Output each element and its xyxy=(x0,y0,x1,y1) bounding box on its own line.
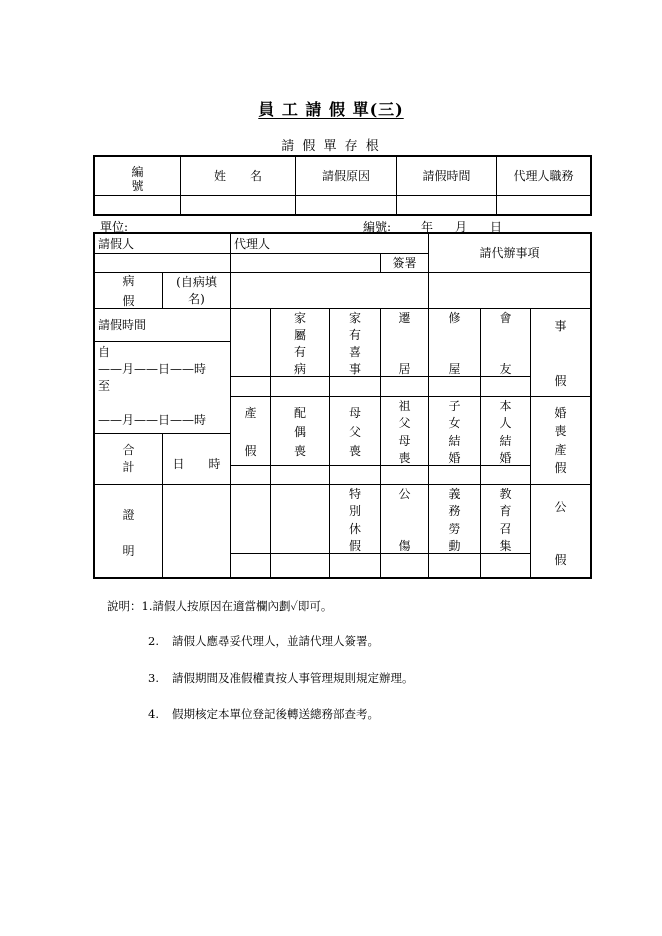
sick-note-line: 名) xyxy=(188,291,205,306)
stacked-char: 集 xyxy=(499,538,512,553)
stacked-char: 配 xyxy=(293,406,306,420)
stacked-char: 居 xyxy=(398,362,411,376)
stacked-char: 結 xyxy=(448,433,461,448)
note-number: 1. xyxy=(141,599,153,613)
note-item xyxy=(107,598,332,614)
stacked-char: 動 xyxy=(448,538,461,553)
stacked-char: 假 xyxy=(554,553,567,567)
sick-note-line: (自病填 xyxy=(176,274,217,289)
total-units: 日 時 xyxy=(162,433,231,485)
stacked-char: 祖 xyxy=(398,399,411,413)
stacked-char: 假 xyxy=(554,374,567,388)
stacked-char: 病 xyxy=(122,274,135,288)
date-year-label: 年 xyxy=(421,220,434,234)
stacked-char: 假 xyxy=(122,294,135,308)
period-line-to: 至 xyxy=(98,379,111,393)
agent-label: 代理人 xyxy=(230,233,429,254)
main-table-frame xyxy=(93,232,592,579)
notes-label: 說明： xyxy=(107,599,142,613)
stacked-char: 假 xyxy=(244,444,257,458)
stacked-char: 病 xyxy=(293,362,306,376)
stacked-char: 別 xyxy=(348,504,361,519)
period-line-start-date: ——月——日——時 xyxy=(98,362,207,376)
stacked-char: 有 xyxy=(348,328,361,342)
agent-tasks-label: 請代辦事項 xyxy=(428,233,591,273)
stacked-char: 喪 xyxy=(293,444,306,458)
note-text: 請假期間及准假權責按人事管理規則規定辦理。 xyxy=(172,671,414,685)
date-day-label: 日 xyxy=(490,220,503,234)
stacked-char: 家 xyxy=(293,311,306,325)
form-title: 員 工 請 假 單(三) xyxy=(258,100,404,119)
stacked-char: 證 xyxy=(122,508,135,522)
stacked-char: 結 xyxy=(499,433,512,448)
stacked-char: 教 xyxy=(499,487,512,501)
stacked-char: 號 xyxy=(131,179,144,193)
stacked-char: 本 xyxy=(499,399,512,413)
stacked-char: 傷 xyxy=(398,539,411,553)
stacked-char: 勞 xyxy=(448,521,461,536)
note-item xyxy=(148,706,379,722)
stacked-char: 產 xyxy=(554,442,567,457)
stacked-char: 屋 xyxy=(448,362,461,376)
note-number: 3. xyxy=(148,671,159,685)
form-serial-label: 編號: xyxy=(363,220,392,234)
note-text: 請假人應尋妥代理人，並請代理人簽署。 xyxy=(172,634,379,648)
stacked-char: 假 xyxy=(554,460,567,475)
stacked-char: 公 xyxy=(554,500,567,514)
stacked-char: 偶 xyxy=(293,425,306,439)
stacked-char: 修 xyxy=(448,311,461,325)
stacked-char: 明 xyxy=(122,544,135,558)
stacked-char: 人 xyxy=(499,416,512,431)
stacked-char: 母 xyxy=(348,406,361,420)
stub-header-period: 請假時間 xyxy=(396,156,497,196)
stub-header-agent-title: 代理人職務 xyxy=(496,156,591,196)
stub-table-frame xyxy=(93,155,592,216)
stacked-char: 假 xyxy=(348,538,361,553)
stacked-char: 編 xyxy=(131,165,144,179)
note-text: 假期核定本單位登記後轉送總務部查考。 xyxy=(172,707,379,721)
stacked-char: 召 xyxy=(499,521,512,536)
stacked-char: 遷 xyxy=(398,311,411,325)
stacked-char: 事 xyxy=(554,319,567,333)
signature-label: 簽署 xyxy=(380,253,429,273)
stacked-char: 義 xyxy=(448,487,461,501)
stacked-char: 務 xyxy=(448,504,461,519)
stacked-char: 合 xyxy=(122,443,135,457)
stacked-char: 計 xyxy=(122,460,135,474)
stacked-char: 家 xyxy=(348,311,361,325)
stacked-char: 婚 xyxy=(499,450,512,465)
note-number: 4. xyxy=(148,707,159,721)
applicant-label: 請假人 xyxy=(94,233,231,254)
unit-label: 單位: xyxy=(100,220,129,234)
stacked-char: 喪 xyxy=(348,444,361,458)
date-month-label: 月 xyxy=(455,220,468,234)
stub-header-name: 姓 名 xyxy=(180,156,296,196)
stacked-char: 喜 xyxy=(348,345,361,359)
stacked-char: 婚 xyxy=(554,406,567,420)
stacked-char: 屬 xyxy=(293,328,306,342)
stacked-char: 女 xyxy=(448,416,461,431)
note-text: 請假人按原因在適當欄內劃✓即可。 xyxy=(152,599,333,613)
stub-header-reason: 請假原因 xyxy=(295,156,397,196)
stacked-char: 產 xyxy=(244,406,257,420)
stacked-char: 子 xyxy=(448,399,461,413)
stacked-char: 公 xyxy=(398,487,411,501)
stacked-char: 喪 xyxy=(398,450,411,465)
stacked-char: 父 xyxy=(348,425,361,439)
stacked-char: 特 xyxy=(348,487,361,501)
stacked-char: 會 xyxy=(499,311,512,325)
period-label: 請假時間 xyxy=(94,308,231,342)
note-item xyxy=(148,670,414,686)
stacked-char: 父 xyxy=(398,416,411,431)
stacked-char: 育 xyxy=(499,504,512,519)
stacked-char: 友 xyxy=(499,362,512,376)
stacked-char: 喪 xyxy=(554,424,567,439)
stacked-char: 休 xyxy=(348,521,361,536)
stacked-char: 有 xyxy=(293,345,306,359)
note-item xyxy=(148,633,379,649)
stacked-char: 母 xyxy=(398,433,411,448)
stacked-char: 事 xyxy=(348,362,361,376)
stacked-char: 婚 xyxy=(448,450,461,465)
stub-title: 請 假 單 存 根 xyxy=(281,139,381,154)
note-number: 2. xyxy=(148,634,159,648)
period-line-from: 自 xyxy=(98,345,111,359)
period-line-end-date: ——月——日——時 xyxy=(98,413,207,427)
